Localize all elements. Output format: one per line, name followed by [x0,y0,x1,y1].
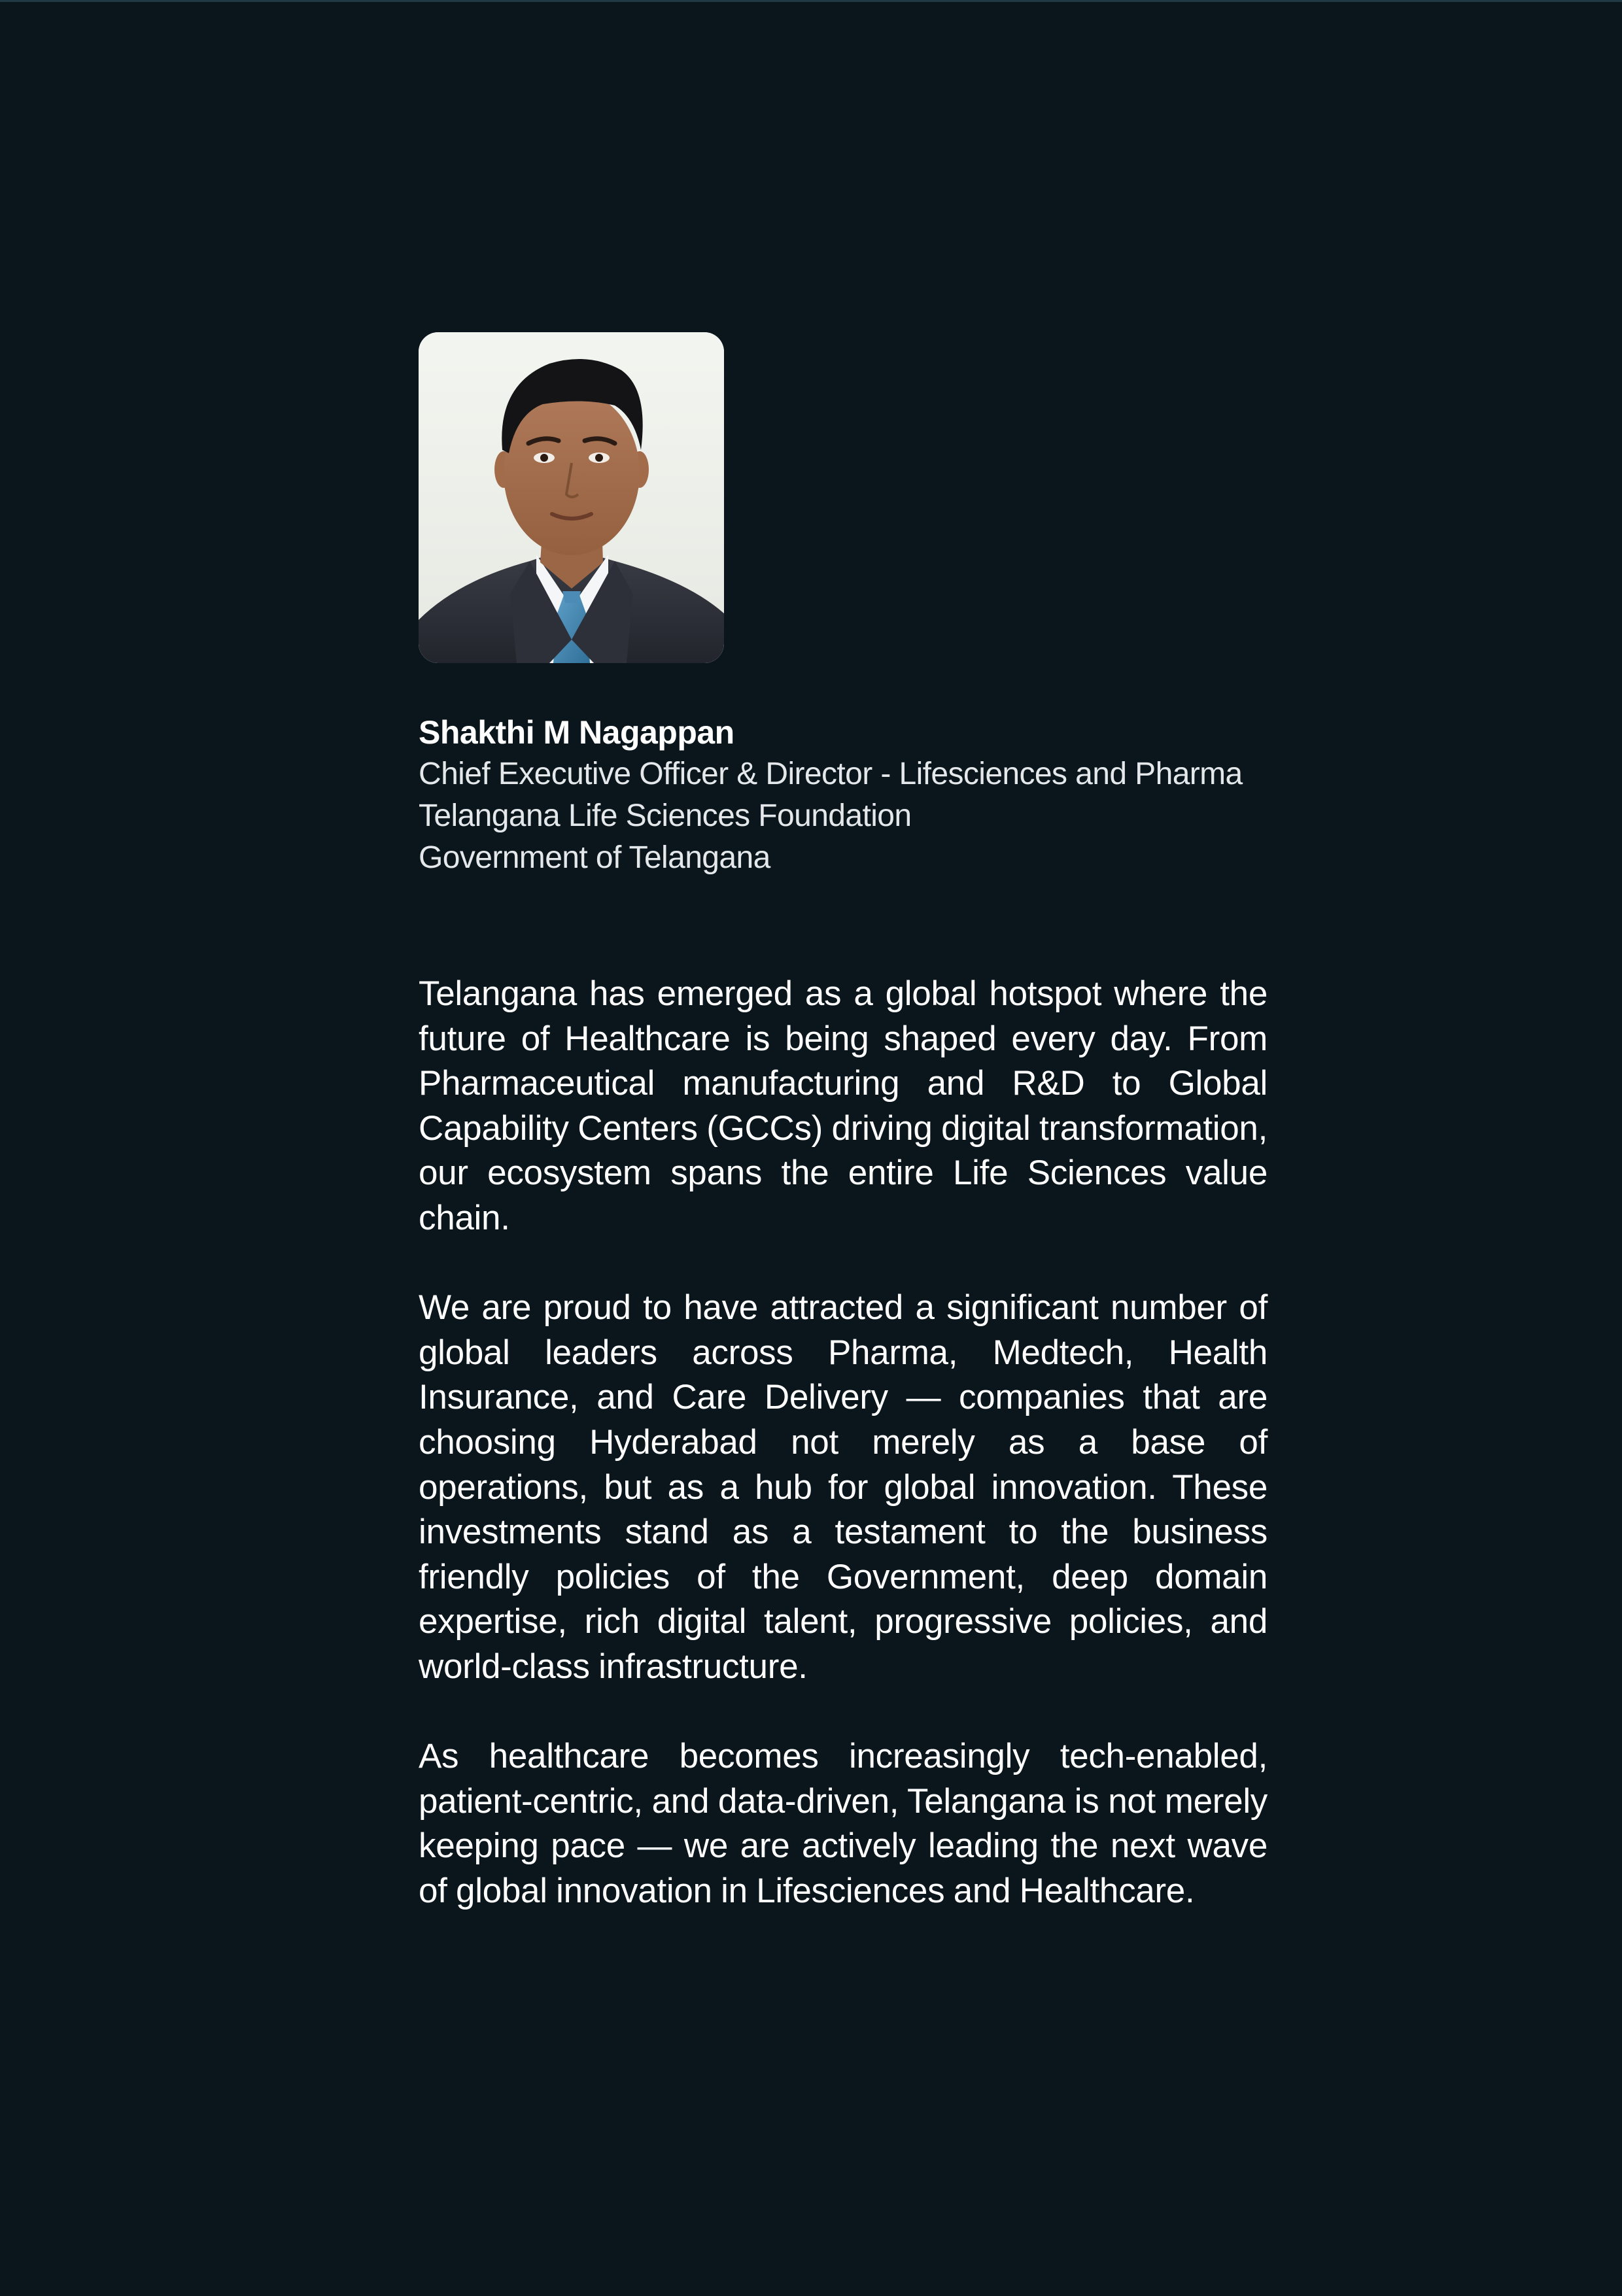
person-title: Chief Executive Officer & Director - Lifesciences and Pharma [419,757,1243,791]
paragraph-1: Telangana has emerged as a global hotspot where the future of Healthcare is being shaped every day. From Pharmaceutical manufacturing and R&D to Global Capability Centers (GCCs) driving digital transformation, our ecosystem spans the entire Life Sciences value chain. [419,974,1268,1237]
paragraph-3: As healthcare becomes increasingly tech-enabled, patient-centric, and data-driven, Telangana is not merely keeping pace — we are actively leading the next wave of global innovation in Lifesciences and Healthcare. [419,1737,1268,1910]
paragraph-2: We are proud to have attracted a significant number of global leaders across Pharma, Medtech, Health Insurance, and Care Delivery — companies that are choosing Hyderabad not merely as a base of operations, but as a hub for global innovation. These investments stand as a testament to the business friendly policies of the Government, deep domain expertise, rich digital talent, progressive policies, and world-class infrastructure. [419,1288,1268,1686]
top-divider [0,0,1622,2]
portrait-photo [419,332,724,663]
person-info [419,711,1269,879]
person-name: Shakthi M Nagappan [419,714,734,751]
person-organization: Telangana Life Sciences Foundation [419,798,912,833]
message-body [419,972,1268,1959]
person-government: Government of Telangana [419,840,770,875]
